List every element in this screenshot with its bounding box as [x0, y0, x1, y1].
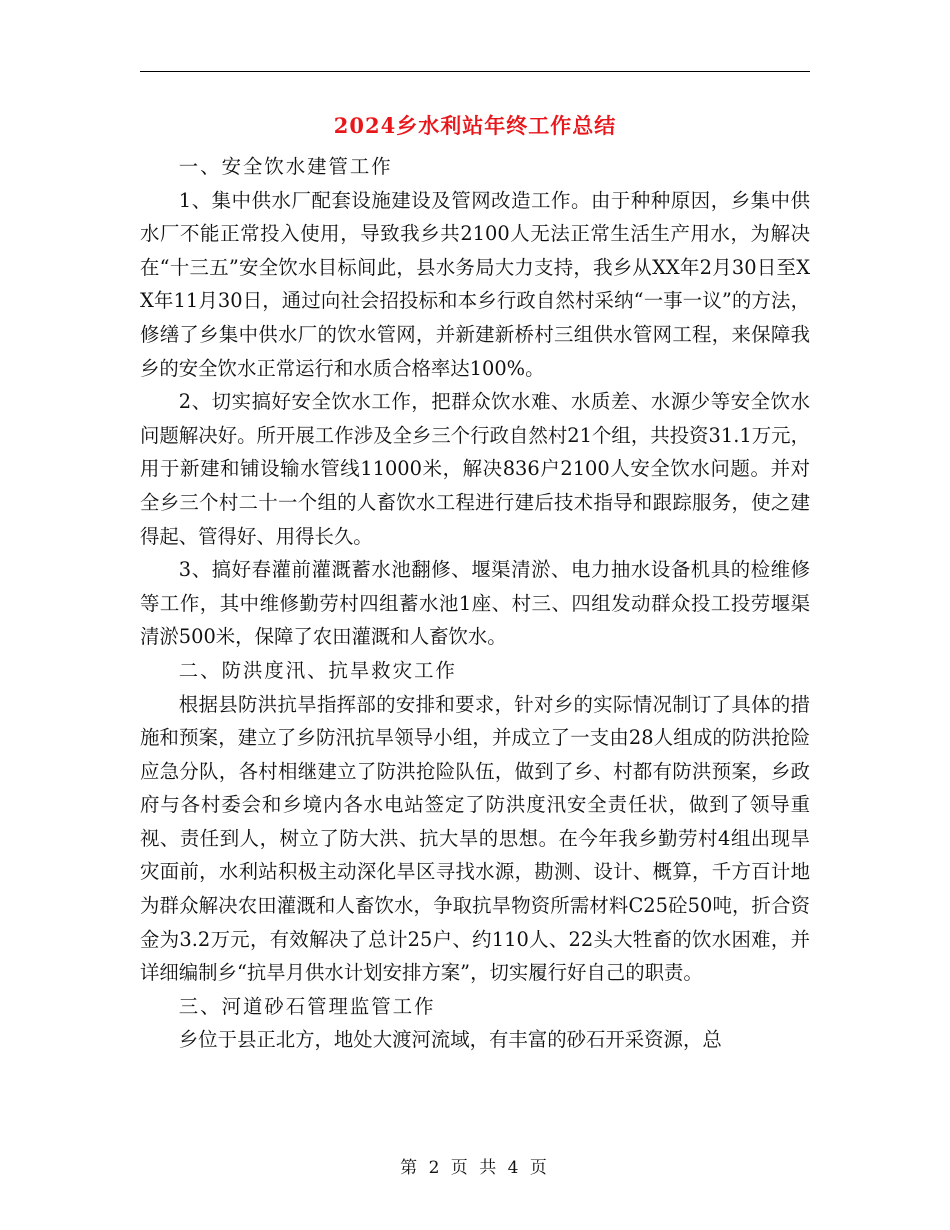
paragraph-spring-irrigation: 3、搞好春灌前灌溉蓄水池翻修、堰渠清淤、电力抽水设备机具的检维修等工作，其中维修勤劳村四组蓄水池1座、村三、四组发动群众投工投劳堰渠清淤500米，保障了农田灌溉和人畜饮水。 — [140, 558, 810, 649]
page-number: 第 2 页 共 4 页 — [400, 1158, 550, 1178]
section-heading-river-gravel: 三、河道砂石管理监管工作 — [178, 994, 436, 1018]
paragraph-water-plant: 1、集中供水厂配套设施建设及管网改造工作。由于种种原因，乡集中供水厂不能正常投入使用，导致我乡共2100人无法正常生活生产用水，为解决在“十三五”安全饮水目标间此，县水务局大力支持，我乡从XX年2月30日至XX年11月30日，通过向社会招投标和本乡行政自然村采纳“一事一议”的方法，修缮了乡集中供水厂的饮水管网，并新建新桥村三组供水管网工程，来保障我乡的安全饮水正常运行和水质合格率达100%。 — [140, 188, 810, 380]
section-heading-flood-drought: 二、防洪度汛、抗旱救灾工作 — [178, 658, 457, 682]
section-heading-safe-drinking-water: 一、安全饮水建管工作 — [178, 155, 393, 178]
paragraph-safe-drinking-work: 2、切实搞好安全饮水工作，把群众饮水难、水质差、水源少等安全饮水问题解决好。所开展工作涉及全乡三个行政自然村21个组，共投资31.1万元，用于新建和铺设输水管线11000米，解决836户2100人安全饮水问题。并对全乡三个村二十一个组的人畜饮水工程进行建后技术指导和跟踪服务，使之建得起、管得好、用得长久。 — [140, 390, 810, 548]
document-title: 2024乡水利站年终工作总结 — [333, 113, 617, 138]
paragraph-river-gravel: 乡位于县正北方，地处大渡河流域，有丰富的砂石开采资源，总 — [178, 1028, 722, 1052]
paragraph-flood-drought: 根据县防洪抗旱指挥部的安排和要求，针对乡的实际情况制订了具体的措施和预案，建立了乡防汛抗旱领导小组，并成立了一支由28人组成的防洪抢险应急分队，各村相继建立了防洪抢险队伍，做到了乡、村都有防洪预案，乡政府与各村委会和乡境内各水电站签定了防洪度汛安全责任状，做到了领导重视、责任到人，树立了防大洪、抗大旱的思想。在今年我乡勤劳村4组出现旱灾面前，水利站积极主动深化旱区寻找水源，勘测、设计、概算，千方百计地为群众解决农田灌溉和人畜饮水，争取抗旱物资所需材料C25砼50吨，折合资金为3.2万元，有效解决了总计25户、约110人、22头大牲畜的饮水困难，并详细编制乡“抗旱月供水计划安排方案”，切实履行好自己的职责。 — [140, 692, 810, 985]
header-rule — [140, 71, 810, 72]
document-body — [140, 150, 810, 1057]
